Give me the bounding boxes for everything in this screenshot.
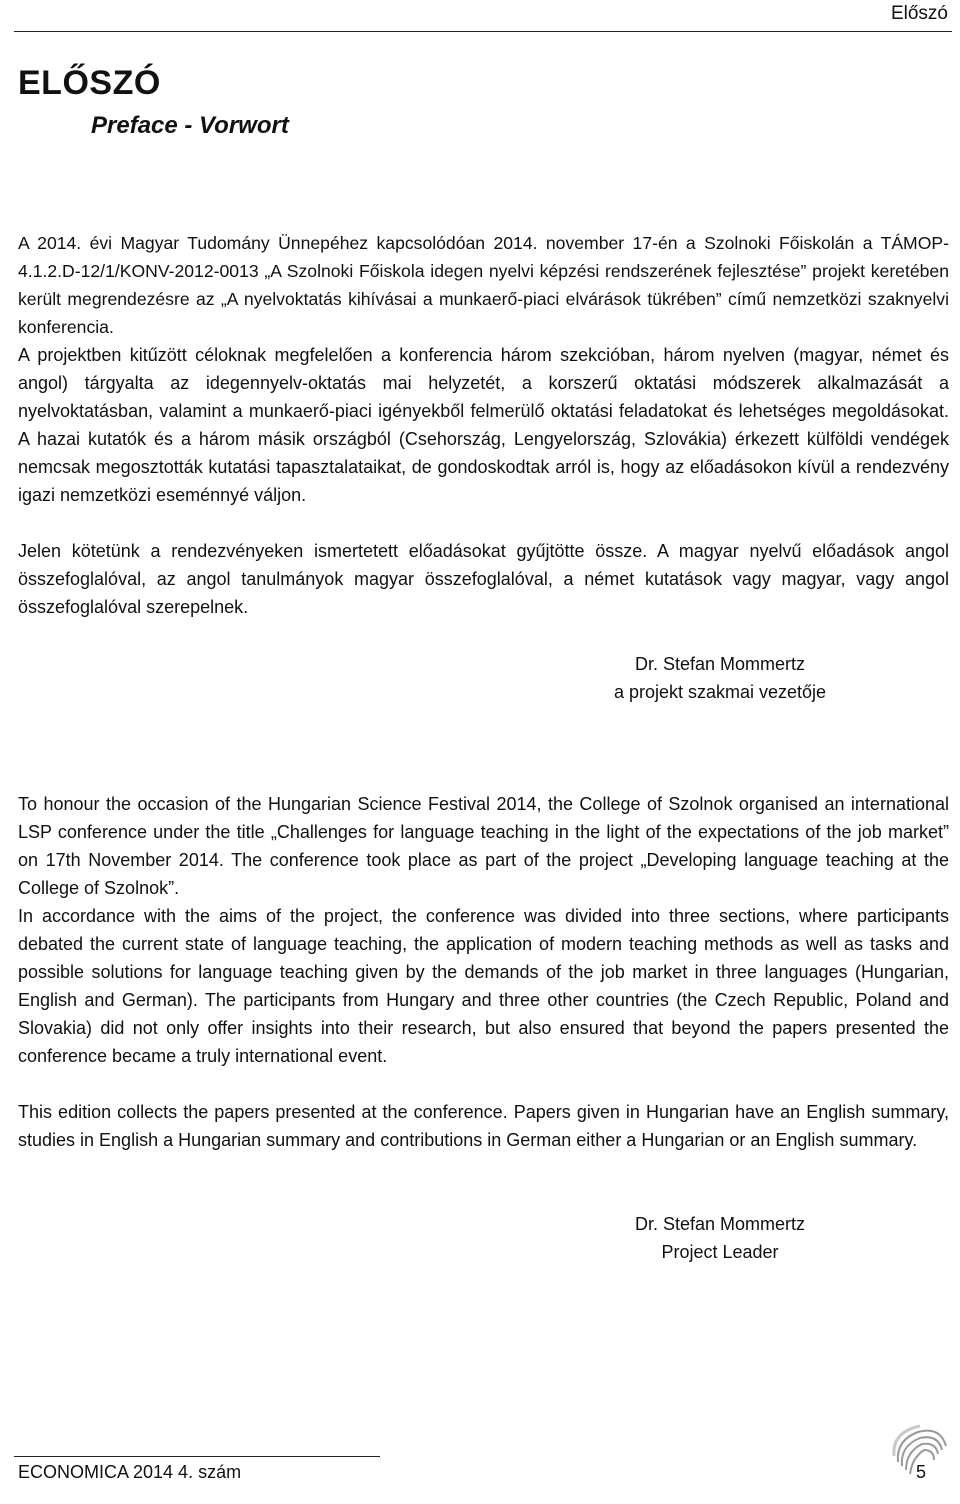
page-title: ELŐSZÓ [18,64,161,102]
running-head: Előszó [890,3,948,24]
page-subtitle: Preface - Vorwort [91,112,289,139]
hungarian-paragraph-1: A 2014. évi Magyar Tudomány Ünnepéhez kapcsolódóan 2014. november 17-én a Szolnoki Főiskolán a TÁMOP-4.1.2.D-12/1/KONV-2012-0013 „A Szolnoki Főiskola idegen nyelvi képzési rendszerének fejlesztése” projekt keretében került megrendezésre az „A nyelvoktatás kihívásai a munkaerő-piaci elvárások tükrében” című nemzetközi szaknyelvi konferencia. [18,233,949,337]
page-number: 5 [916,1462,927,1482]
footer-rule [14,1456,380,1457]
signature-role: a projekt szakmai vezetője [613,682,827,702]
english-paragraph-1: To honour the occasion of the Hungarian Science Festival 2014, the College of Szolnok organised an international LSP conference under the title „Challenges for language teaching in the light of the expectations of the job market” on 17th November 2014. The conference took place as part of the project „Developing language teaching at the College of Szolnok”. [18,794,949,898]
header-rule [14,31,952,32]
hungarian-signature [560,650,880,706]
signature-name: Dr. Stefan Mommertz [634,1214,806,1234]
english-paragraph-3: This edition collects the papers presented at the conference. Papers given in Hungarian have an English summary, studies in English a Hungarian summary and contributions in German either a Hungarian or an English summary. [18,1102,949,1150]
english-paragraph-2: In accordance with the aims of the project, the conference was divided into three sections, where participants debated the current state of language teaching, the application of modern teaching methods as well as tasks and possible solutions for language teaching given by the demands of the job market in three languages (Hungarian, English and German). The participants from Hungary and three other countries (the Czech Republic, Poland and Slovakia) did not only offer insights into their research, but also ensured that beyond the papers presented the conference became a truly international event. [18,906,949,1066]
signature-name: Dr. Stefan Mommertz [634,654,806,674]
hungarian-paragraph-2: A projektben kitűzött céloknak megfelelően a konferencia három szekcióban, három nyelven (magyar, német és angol) tárgyalta az idegennyelv-oktatás mai helyzetét, a korszerű oktatási módszerek alkalmazását a nyelvoktatásban, valamint a munkaerő-piaci igényekből felmerülő oktatási feladatokat és lehetséges megoldásokat. A hazai kutatók és a három másik országból (Csehország, Lengyelország, Szlovákia) érkezett külföldi vendégek nemcsak megosztották kutatási tapasztalataikat, de gondoskodtak arról is, hogy az előadásokon kívül a rendezvény igazi nemzetközi eseménnyé váljon. [18,345,949,505]
signature-role: Project Leader [661,1242,779,1262]
journal-logo-icon [888,1422,954,1494]
english-signature [560,1210,880,1266]
hungarian-paragraph-3: Jelen kötetünk a rendezvényeken ismertetett előadásokat gyűjtötte össze. A magyar nyelvű előadások angol összefoglalóval, az angol tanulmányok magyar összefoglalóval, a német kutatások vagy magyar, vagy angol összefoglalóval szerepelnek. [18,541,949,617]
footer-journal: ECONOMICA 2014 4. szám [18,1462,242,1482]
